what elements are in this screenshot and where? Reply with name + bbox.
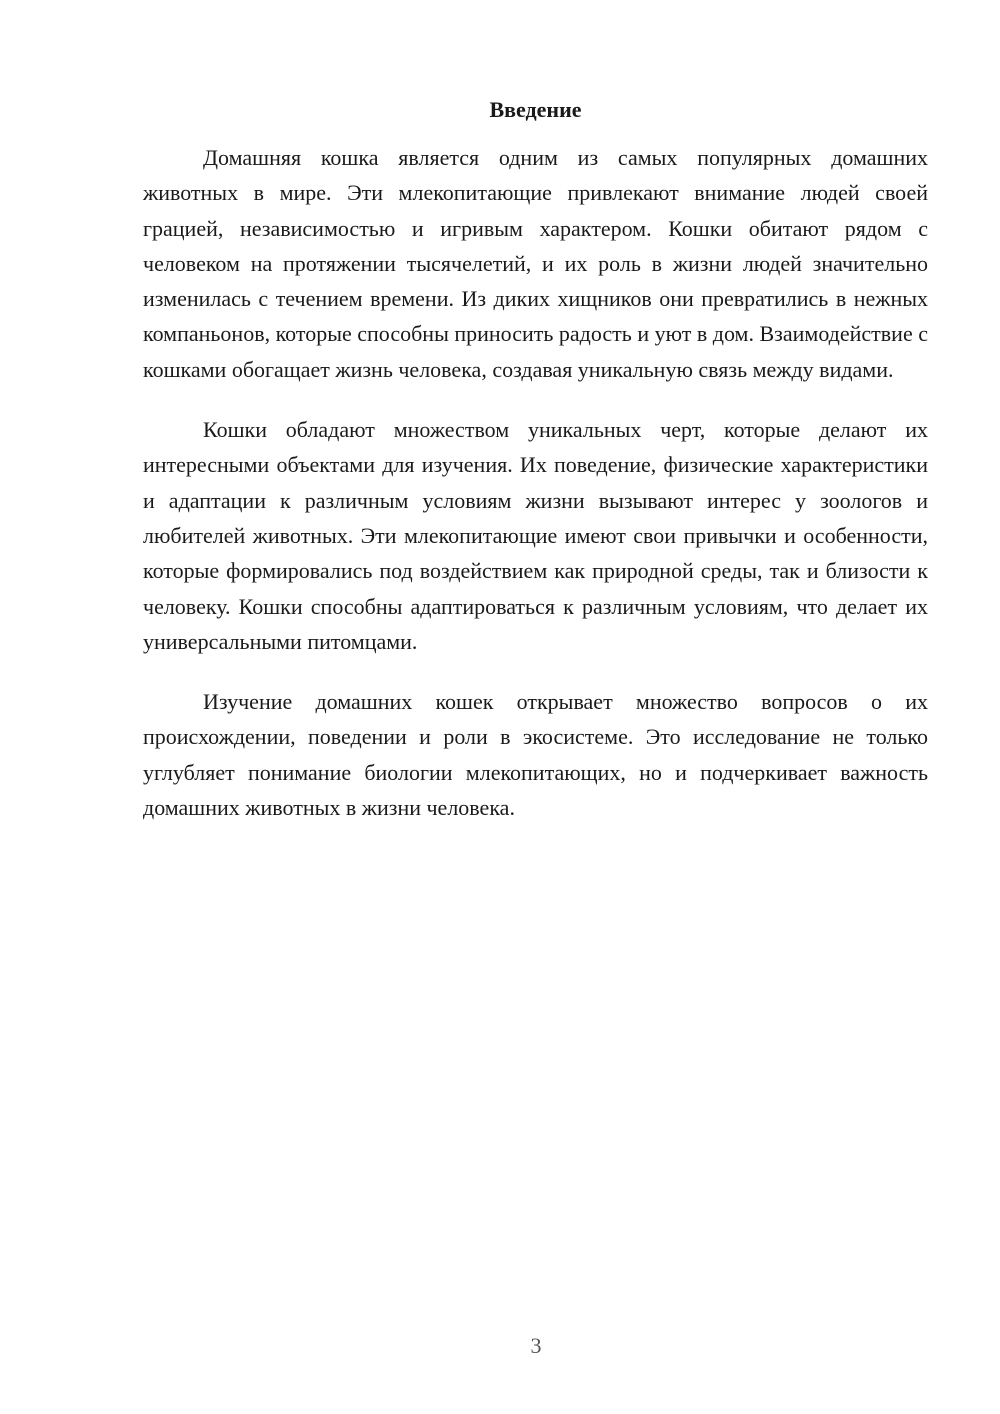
section-heading: Введение — [489, 97, 582, 122]
paragraph-2: Кошки обладают множеством уникальных черт, которые делают их интересными объектами для изучения. Их поведение, физические характеристики и адаптации к различным условиям жизни вызывают интерес у зоологов и любителей животных. Эти млекопитающие имеют свои привычки и особенности, которые формировались под воздействием как природной среды, так и близости к человеку. Кошки способны адаптироваться к различным условиям, что делает их универсальными питомцами. — [143, 417, 928, 654]
page-number: 3 — [530, 1333, 542, 1358]
page-content — [143, 92, 928, 850]
paragraph-1: Домашняя кошка является одним из самых популярных домашних животных в мире. Эти млекопитающие привлекают внимание людей своей грацией, независимостью и игривым характером. Кошки обитают рядом с человеком на протяжении тысячелетий, и их роль в жизни людей значительно изменилась с течением времени. Из диких хищников они превратились в нежных компаньонов, которые способны приносить радость и уют в дом. Взаимодействие с кошками обогащает жизнь человека, создавая уникальную связь между видами. — [143, 145, 928, 382]
paragraph-3: Изучение домашних кошек открывает множество вопросов о их происхождении, поведении и роли в экосистеме. Это исследование не только углубляет понимание биологии млекопитающих, но и подчеркивает важность домашних животных в жизни человека. — [143, 689, 928, 821]
